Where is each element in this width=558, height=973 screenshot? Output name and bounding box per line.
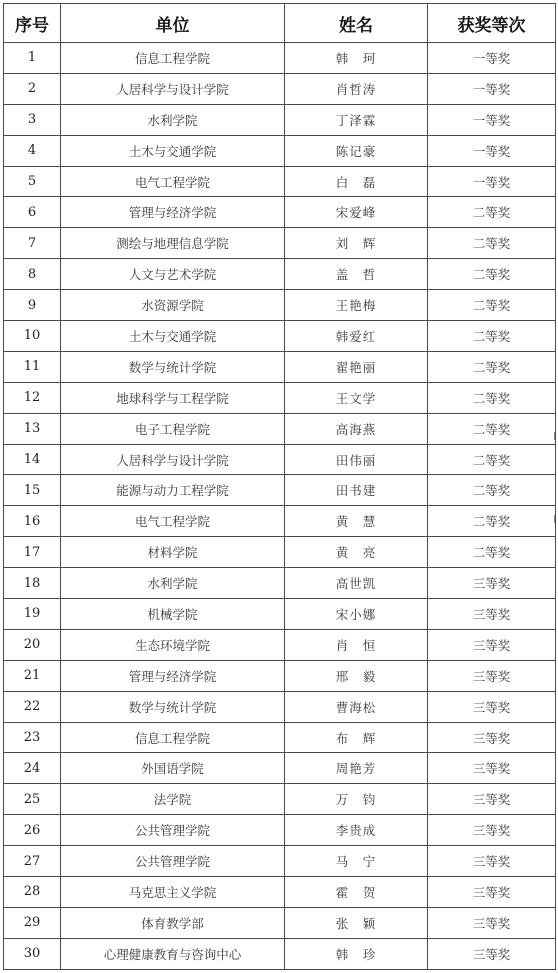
cell-award: 三等奖 [428, 877, 556, 908]
cell-unit: 马克思主义学院 [61, 877, 285, 908]
award-table-container [3, 3, 555, 970]
cell-unit: 水资源学院 [61, 290, 285, 321]
table-row [4, 938, 556, 969]
cell-name: 刘 辉 [285, 228, 428, 259]
cell-name: 王文学 [285, 382, 428, 413]
cell-index: 23 [4, 722, 61, 753]
cell-unit: 法学院 [61, 784, 285, 815]
cell-unit: 信息工程学院 [61, 722, 285, 753]
cell-index: 5 [4, 166, 61, 197]
table-row [4, 691, 556, 722]
table-row [4, 846, 556, 877]
cell-unit: 公共管理学院 [61, 815, 285, 846]
cell-index: 28 [4, 877, 61, 908]
header-row [4, 4, 556, 43]
cell-name: 霍 贺 [285, 877, 428, 908]
table-row [4, 166, 556, 197]
cell-name: 邢 毅 [285, 660, 428, 691]
table-row [4, 382, 556, 413]
cell-index: 27 [4, 846, 61, 877]
table-row [4, 135, 556, 166]
table-row [4, 753, 556, 784]
table-row [4, 815, 556, 846]
cell-index: 1 [4, 43, 61, 74]
cell-index: 2 [4, 73, 61, 104]
table-row [4, 537, 556, 568]
cell-index: 11 [4, 351, 61, 382]
cell-name: 陈记豪 [285, 135, 428, 166]
table-row [4, 444, 556, 475]
cell-name: 宋爱峰 [285, 197, 428, 228]
table-row [4, 722, 556, 753]
cell-name: 高世凯 [285, 568, 428, 599]
cell-award: 二等奖 [428, 444, 556, 475]
cell-award: 三等奖 [428, 907, 556, 938]
cell-unit: 地球科学与工程学院 [61, 382, 285, 413]
cell-index: 13 [4, 413, 61, 444]
cell-award: 三等奖 [428, 599, 556, 630]
cell-name: 白 磊 [285, 166, 428, 197]
table-row [4, 290, 556, 321]
cell-name: 翟艳丽 [285, 351, 428, 382]
cell-unit: 土木与交通学院 [61, 321, 285, 352]
table-row [4, 413, 556, 444]
table-row [4, 599, 556, 630]
cell-award: 三等奖 [428, 938, 556, 969]
cell-unit: 电子工程学院 [61, 413, 285, 444]
table-row [4, 197, 556, 228]
cell-award: 三等奖 [428, 846, 556, 877]
cell-index: 4 [4, 135, 61, 166]
cell-award: 二等奖 [428, 321, 556, 352]
table-row [4, 228, 556, 259]
cell-name: 王艳梅 [285, 290, 428, 321]
cell-unit: 材料学院 [61, 537, 285, 568]
table-row [4, 568, 556, 599]
cell-award: 一等奖 [428, 104, 556, 135]
cell-unit: 数学与统计学院 [61, 351, 285, 382]
table-body [4, 43, 556, 970]
cell-award: 三等奖 [428, 784, 556, 815]
cell-index: 19 [4, 599, 61, 630]
cell-unit: 土木与交通学院 [61, 135, 285, 166]
cell-unit: 人居科学与设计学院 [61, 73, 285, 104]
cell-award: 三等奖 [428, 629, 556, 660]
cell-award: 二等奖 [428, 259, 556, 290]
cell-unit: 体育教学部 [61, 907, 285, 938]
table-row [4, 321, 556, 352]
table-row [4, 907, 556, 938]
cell-index: 18 [4, 568, 61, 599]
cell-unit: 水利学院 [61, 104, 285, 135]
cell-award: 三等奖 [428, 722, 556, 753]
cell-index: 16 [4, 506, 61, 537]
cell-award: 三等奖 [428, 815, 556, 846]
cell-name: 韩爱红 [285, 321, 428, 352]
cell-award: 二等奖 [428, 228, 556, 259]
cell-index: 25 [4, 784, 61, 815]
cell-award: 一等奖 [428, 135, 556, 166]
cell-name: 田伟丽 [285, 444, 428, 475]
cell-unit: 数学与统计学院 [61, 691, 285, 722]
cell-unit: 电气工程学院 [61, 166, 285, 197]
cell-award: 二等奖 [428, 351, 556, 382]
award-table [3, 3, 556, 970]
cell-index: 24 [4, 753, 61, 784]
cell-index: 12 [4, 382, 61, 413]
cell-award: 一等奖 [428, 73, 556, 104]
cell-award: 三等奖 [428, 660, 556, 691]
cell-unit: 生态环境学院 [61, 629, 285, 660]
scan-mark [554, 515, 555, 523]
cell-award: 三等奖 [428, 753, 556, 784]
cell-unit: 人文与艺术学院 [61, 259, 285, 290]
cell-index: 29 [4, 907, 61, 938]
cell-award: 二等奖 [428, 413, 556, 444]
cell-index: 17 [4, 537, 61, 568]
cell-index: 26 [4, 815, 61, 846]
cell-award: 二等奖 [428, 537, 556, 568]
cell-unit: 信息工程学院 [61, 43, 285, 74]
cell-name: 李贵成 [285, 815, 428, 846]
cell-award: 二等奖 [428, 197, 556, 228]
cell-award: 一等奖 [428, 43, 556, 74]
cell-index: 3 [4, 104, 61, 135]
cell-index: 7 [4, 228, 61, 259]
cell-award: 三等奖 [428, 568, 556, 599]
cell-award: 二等奖 [428, 475, 556, 506]
cell-name: 肖 恒 [285, 629, 428, 660]
cell-unit: 公共管理学院 [61, 846, 285, 877]
cell-name: 黄 亮 [285, 537, 428, 568]
cell-name: 万 钧 [285, 784, 428, 815]
cell-index: 10 [4, 321, 61, 352]
cell-name: 曹海松 [285, 691, 428, 722]
table-row [4, 660, 556, 691]
cell-name: 田书建 [285, 475, 428, 506]
cell-index: 15 [4, 475, 61, 506]
table-row [4, 351, 556, 382]
cell-unit: 机械学院 [61, 599, 285, 630]
table-row [4, 877, 556, 908]
cell-award: 二等奖 [428, 290, 556, 321]
cell-name: 黄 慧 [285, 506, 428, 537]
cell-index: 22 [4, 691, 61, 722]
table-row [4, 629, 556, 660]
header-name: 姓名 [285, 4, 428, 43]
table-row [4, 43, 556, 74]
table-row [4, 73, 556, 104]
cell-index: 30 [4, 938, 61, 969]
cell-name: 布 辉 [285, 722, 428, 753]
cell-name: 马 宁 [285, 846, 428, 877]
cell-name: 周艳芳 [285, 753, 428, 784]
cell-index: 21 [4, 660, 61, 691]
cell-index: 9 [4, 290, 61, 321]
cell-name: 韩 珍 [285, 938, 428, 969]
cell-unit: 人居科学与设计学院 [61, 444, 285, 475]
cell-unit: 测绘与地理信息学院 [61, 228, 285, 259]
cell-unit: 外国语学院 [61, 753, 285, 784]
cell-award: 二等奖 [428, 382, 556, 413]
table-row [4, 784, 556, 815]
table-row [4, 506, 556, 537]
cell-index: 6 [4, 197, 61, 228]
cell-name: 肖哲涛 [285, 73, 428, 104]
cell-award: 三等奖 [428, 691, 556, 722]
cell-unit: 能源与动力工程学院 [61, 475, 285, 506]
cell-award: 二等奖 [428, 506, 556, 537]
cell-index: 14 [4, 444, 61, 475]
cell-index: 20 [4, 629, 61, 660]
cell-unit: 管理与经济学院 [61, 197, 285, 228]
cell-unit: 管理与经济学院 [61, 660, 285, 691]
header-unit: 单位 [61, 4, 285, 43]
header-award: 获奖等次 [428, 4, 556, 43]
scan-mark [554, 432, 555, 440]
cell-name: 韩 珂 [285, 43, 428, 74]
cell-name: 盖 哲 [285, 259, 428, 290]
cell-name: 张 颖 [285, 907, 428, 938]
cell-name: 丁泽霖 [285, 104, 428, 135]
header-index: 序号 [4, 4, 61, 43]
cell-name: 高海燕 [285, 413, 428, 444]
cell-unit: 水利学院 [61, 568, 285, 599]
cell-unit: 心理健康教育与咨询中心 [61, 938, 285, 969]
table-row [4, 104, 556, 135]
table-row [4, 475, 556, 506]
cell-name: 宋小娜 [285, 599, 428, 630]
cell-award: 一等奖 [428, 166, 556, 197]
cell-index: 8 [4, 259, 61, 290]
table-row [4, 259, 556, 290]
cell-unit: 电气工程学院 [61, 506, 285, 537]
